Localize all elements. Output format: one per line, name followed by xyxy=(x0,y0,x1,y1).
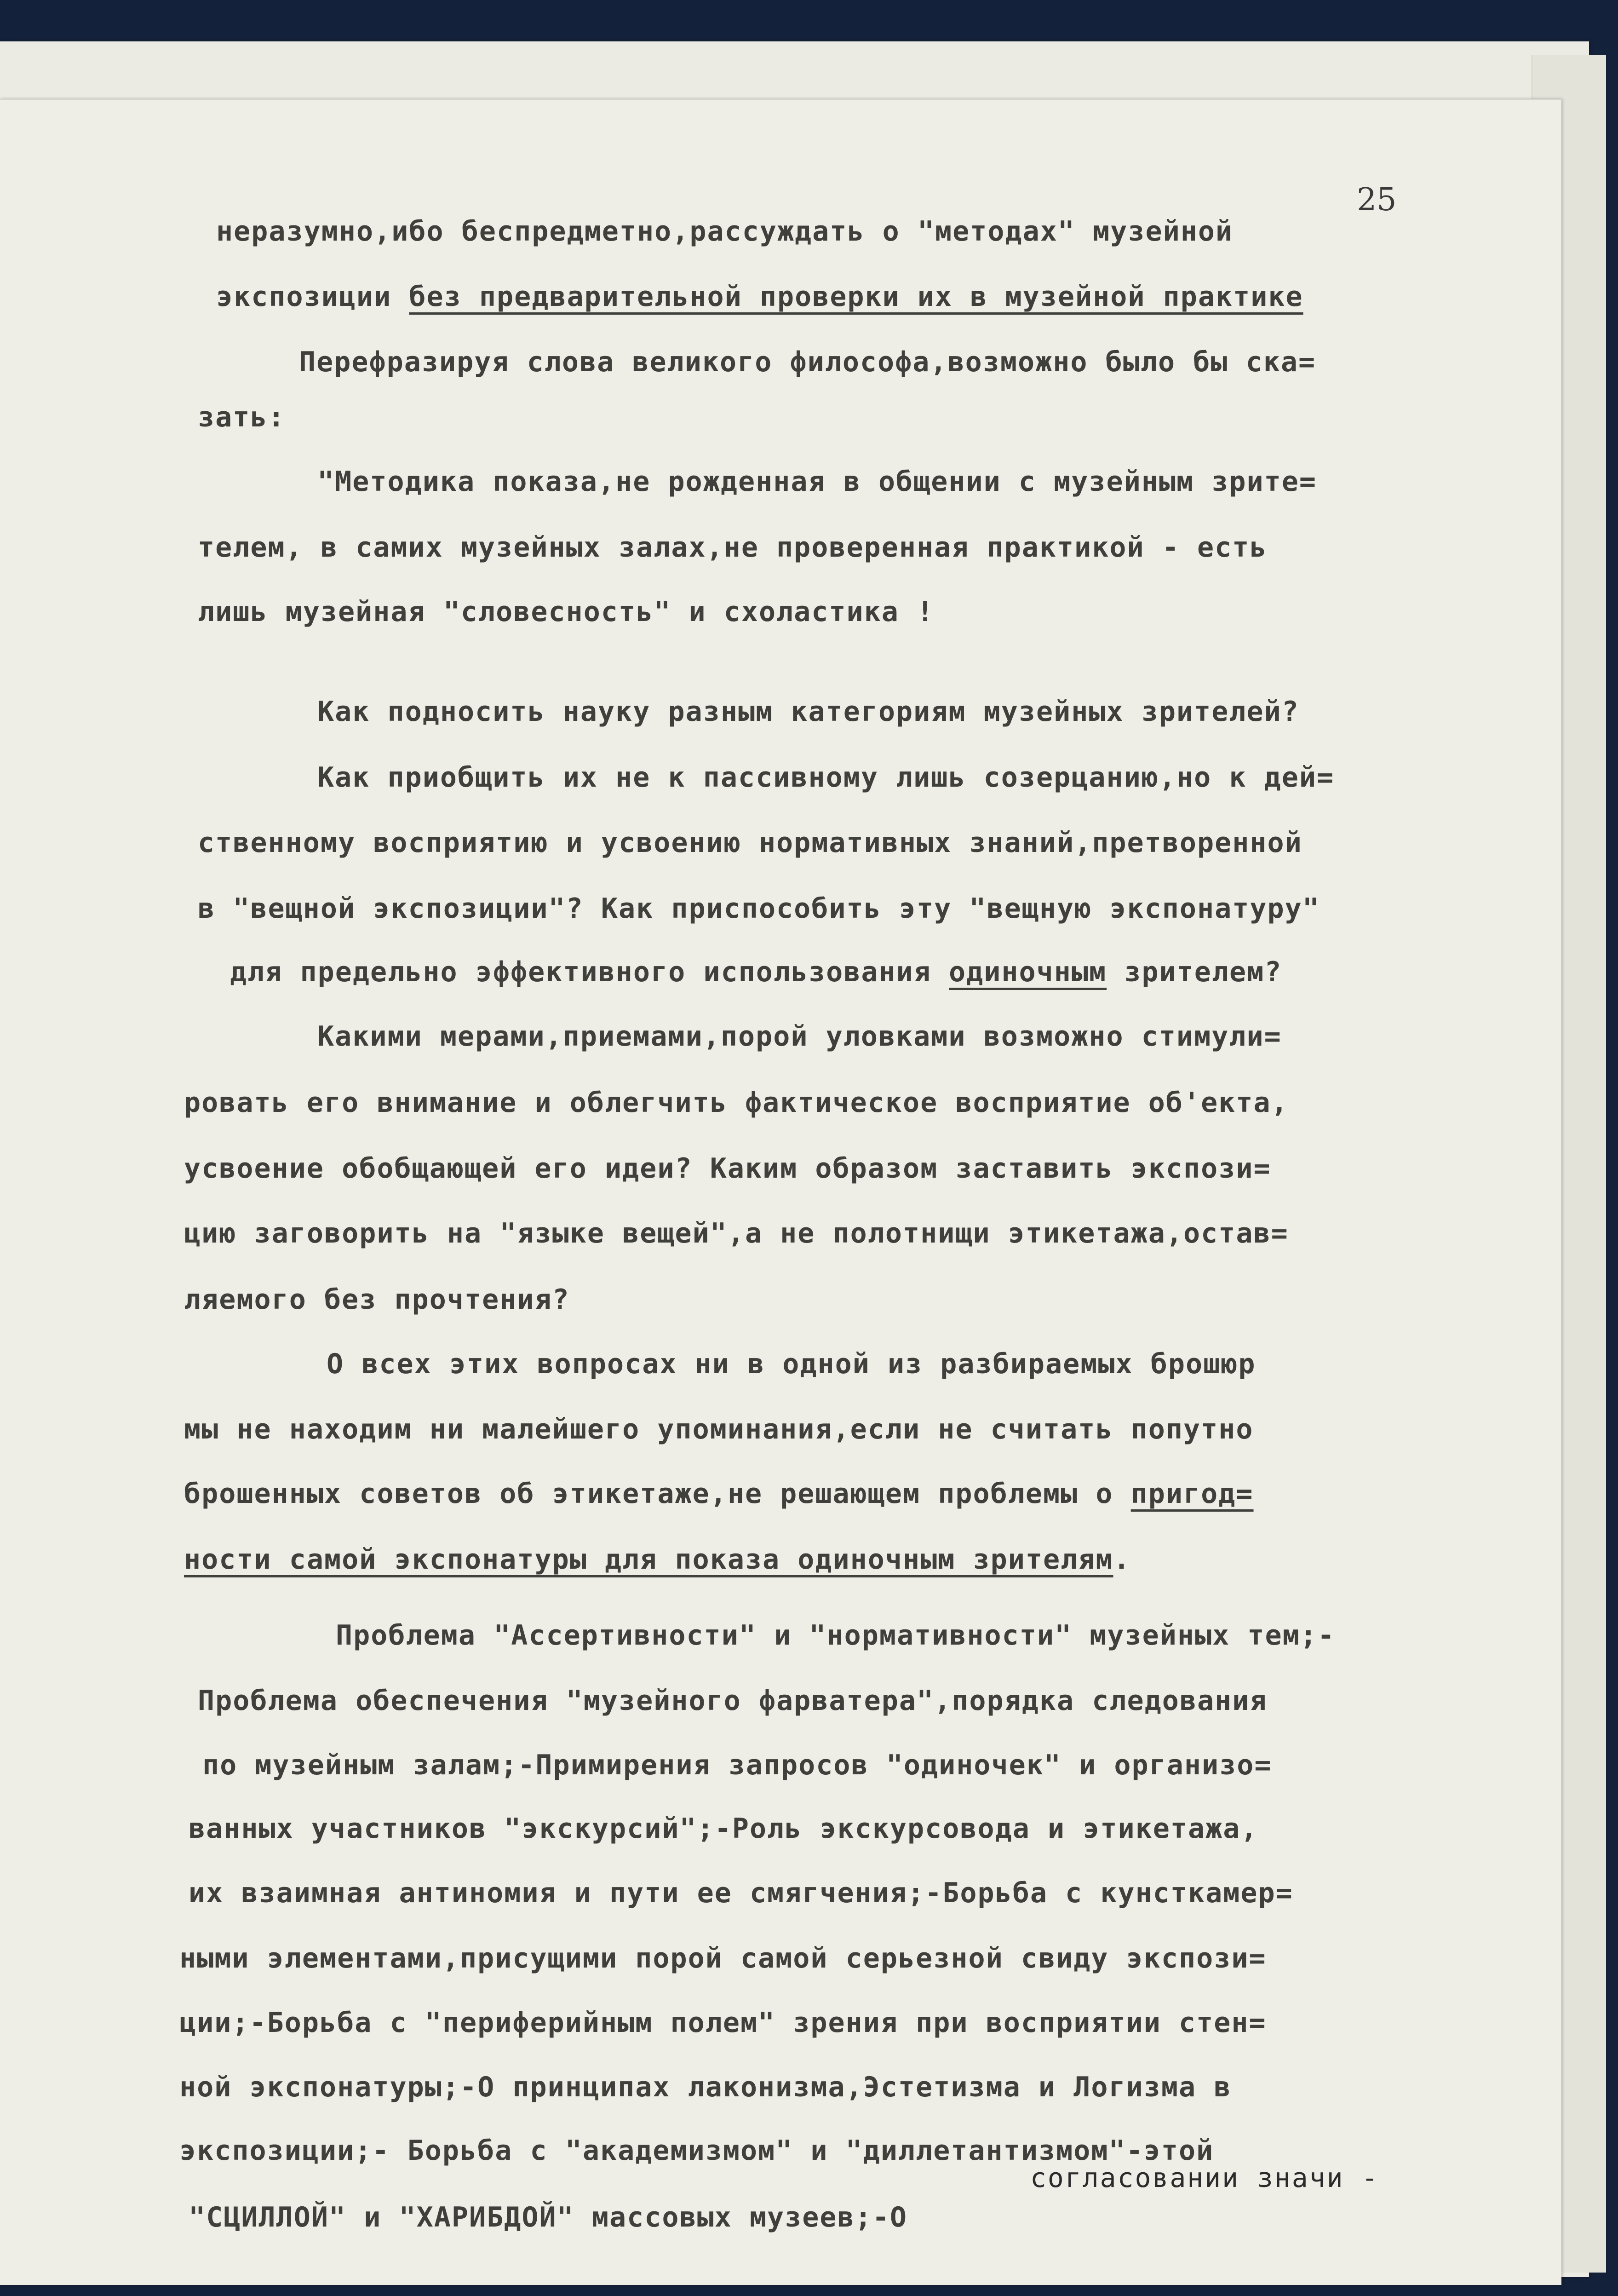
text-line xyxy=(216,281,1303,313)
text-segment: экспозиции xyxy=(216,281,409,313)
underlined-text: без предварительной проверки их в музейной практике xyxy=(409,281,1303,313)
text-line: усвоение обобщающей его идеи? Каким образом заставить экспози= xyxy=(184,1152,1271,1185)
text-line: в "вещной экспозиции"? Как приспособить эту "вещную экспонатуру" xyxy=(198,892,1320,925)
text-line: "Методика показа,не рожденная в общении с музейным зрите= xyxy=(317,466,1317,498)
underlined-text: одиночным xyxy=(949,956,1107,988)
text-line: ственному восприятию и усвоению нормативных знаний,претворенной xyxy=(198,827,1302,859)
text-line: Перефразируя слова великого философа,возможно было бы ска= xyxy=(299,346,1316,378)
text-line: Как приобщить их не к пассивному лишь созерцанию,но к дей= xyxy=(317,761,1335,794)
text-line: О всех этих вопросах ни в одной из разбираемых брошюр xyxy=(327,1348,1256,1380)
pasted-text-line: согласовании значи - xyxy=(1030,2162,1379,2193)
text-segment: зрителем? xyxy=(1107,956,1282,988)
text-line: неразумно,ибо беспредметно,рассуждать о "методах" музейной xyxy=(216,215,1234,247)
text-line: зать: xyxy=(198,401,286,433)
text-line: ровать его внимание и облегчить фактическое восприятие об'екта, xyxy=(184,1087,1289,1119)
text-segment: брошенных советов об этикетаже,не решающем проблемы о xyxy=(184,1478,1131,1510)
text-line: Проблема обеспечения "музейного фарватера",порядка следования xyxy=(198,1685,1268,1717)
underlined-text: ности самой экспонатуры для показа одиночным зрителям xyxy=(184,1543,1113,1576)
text-line: ции;-Борьба с "периферийным полем" зрения при восприятии стен= xyxy=(179,2007,1267,2039)
underlined-text: пригод= xyxy=(1130,1478,1254,1510)
text-line xyxy=(184,1478,1254,1510)
text-line: их взаимная антиномия и пути ее смягчения;-Борьба с кунсткамер= xyxy=(189,1877,1293,1909)
text-line: ной экспонатуры;-О принципах лаконизма,Эстетизма и Логизма в xyxy=(179,2071,1232,2103)
text-line xyxy=(184,1543,1131,1576)
text-line: экспозиции;- Борьба с "академизмом" и "диллетантизмом"-этой xyxy=(179,2135,1214,2167)
text-line: "СЦИЛЛОЙ" и "ХАРИБДОЙ" массовых музеев;-О xyxy=(189,2201,908,2233)
text-line: по музейным залам;-Примирения запросов "одиночек" и организо= xyxy=(202,1749,1272,1781)
text-segment: для предельно эффективного использования xyxy=(230,956,949,988)
text-segment: . xyxy=(1113,1543,1131,1576)
text-line: ляемого без прочтения? xyxy=(184,1283,570,1316)
text-line: ванных участников "экскурсий";-Роль экскурсовода и этикетажа, xyxy=(189,1813,1258,1845)
page-number: 25 xyxy=(1357,182,1397,218)
text-line: ными элементами,присущими порой самой серьезной свиду экспози= xyxy=(179,1942,1267,1974)
text-line xyxy=(230,956,1282,988)
text-line: мы не находим ни малейшего упоминания,если не считать попутно xyxy=(184,1413,1254,1445)
text-line: лишь музейная "словесность" и схоластика ! xyxy=(198,596,935,628)
text-line: Проблема "Ассертивности" и "нормативности" музейных тем;- xyxy=(336,1619,1336,1652)
text-line: Какими мерами,приемами,порой уловками возможно стимули= xyxy=(317,1020,1282,1053)
text-line: цию заговорить на "языке вещей",а не полотнищи этикетажа,остав= xyxy=(184,1217,1289,1249)
text-line: Как подносить науку разным категориям музейных зрителей? xyxy=(317,696,1299,728)
text-line: телем, в самих музейных залах,не проверенная практикой - есть xyxy=(198,531,1268,564)
